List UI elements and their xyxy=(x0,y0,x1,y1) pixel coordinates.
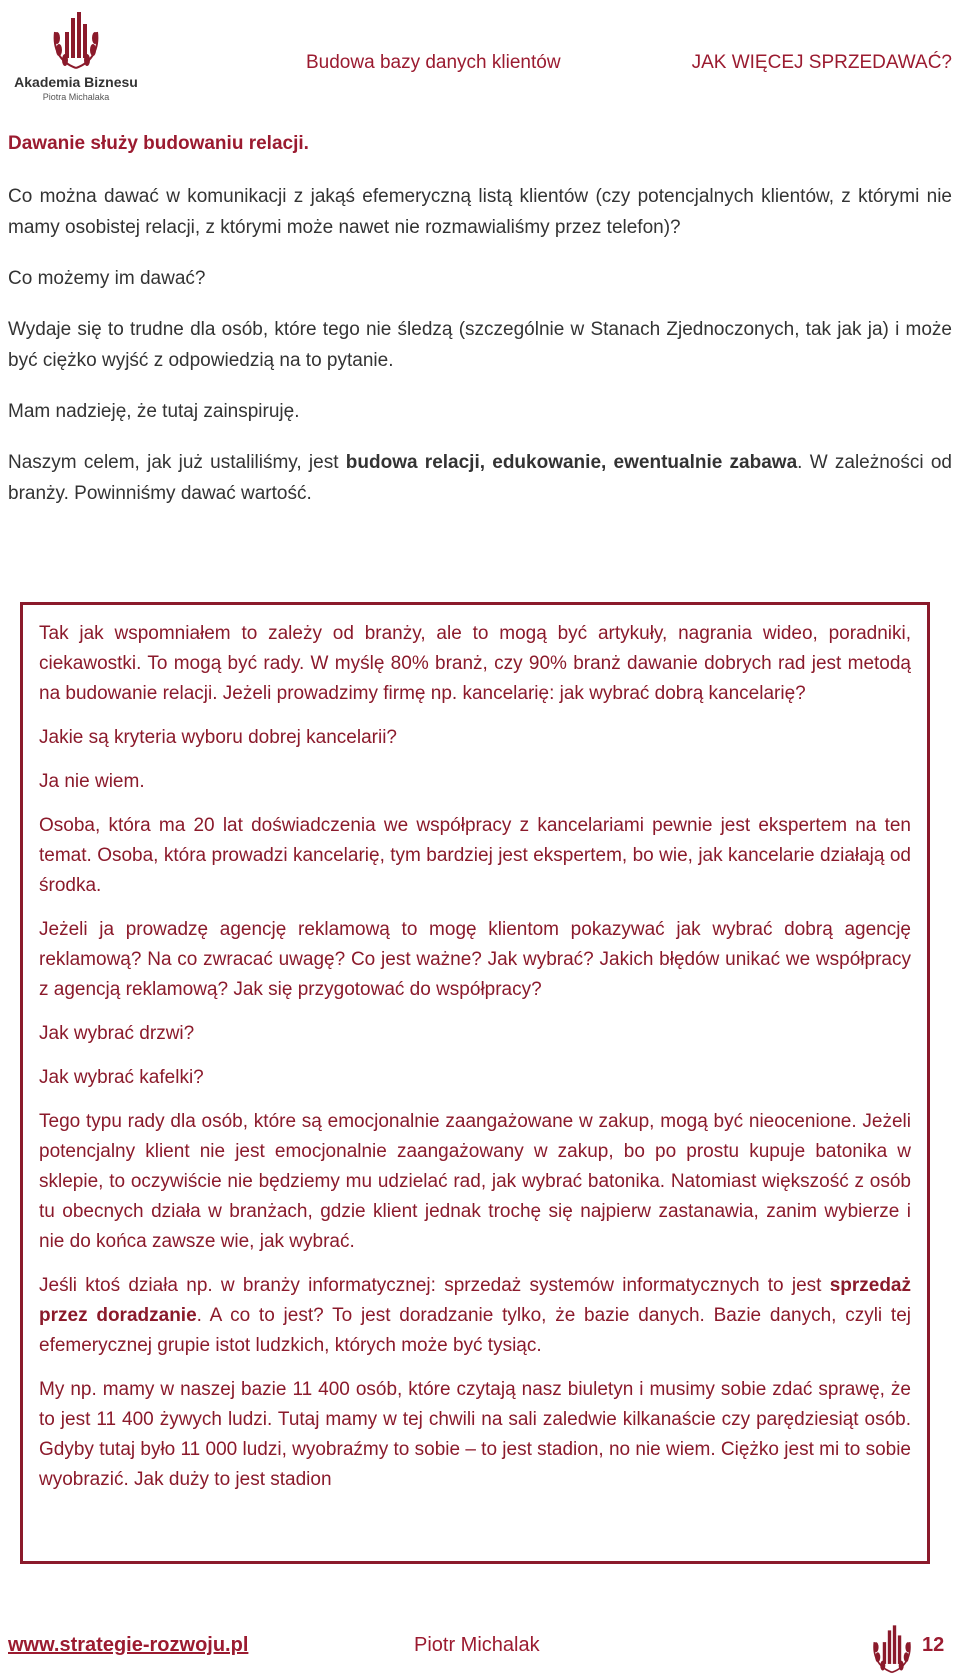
section-heading: Dawanie służy budowaniu relacji. xyxy=(8,133,309,154)
box-emphasis: sprzedaż przez doradzanie xyxy=(39,1275,911,1326)
page-number: 12 xyxy=(922,1634,945,1656)
main-content xyxy=(8,128,952,529)
logo-subtitle: Piotra Michalaka xyxy=(42,92,110,102)
box-paragraph: Tego typu rady dla osób, które są emocjonalnie zaangażowane w zakup, mogą być nieocenione. Jeżeli potencjalny klient nie jest emocjonalnie zaangażowany w zakup, bo po prostu kupuje batonika w sklepie, to oczywiście nie będziemy mu udzielać rad, jak wybrać batonika. Natomiast większość z osób tu obecnych działa w branżach, gdzie klient jednak trochę się najpierw zastanawia, zanim wybierze i nie do końca zawsze wie, jak wybrać. xyxy=(39,1111,911,1252)
page-footer xyxy=(0,1620,960,1679)
box-paragraph: Jak wybrać kafelki? xyxy=(39,1067,204,1088)
box-paragraph: Jeżeli ja prowadzę agencję reklamową to mogę klientom pokazywać jak wybrać dobrą agencję reklamową? Na co zwracać uwagę? Co jest ważne? Jak wybrać? Jakich błędów unikać we współpracy z agencją reklamową? Jak się przygotować do współpracy? xyxy=(39,919,911,1000)
box-paragraph: Jakie są kryteria wyboru dobrej kancelarii? xyxy=(39,727,397,748)
akademia-biznesu-logo xyxy=(6,8,146,100)
paragraph: Co możemy im dawać? xyxy=(8,268,206,289)
goal-text: Naszym celem, jak już ustaliliśmy, jest xyxy=(8,452,346,473)
box-paragraph xyxy=(39,1271,911,1361)
box-paragraph: Osoba, która ma 20 lat doświadczenia we współpracy z kancelariami pewnie jest ekspertem na ten temat. Osoba, która prowadzi kancelarię, tym bardziej jest ekspertem, bo wie, jak kancelarie działają od środka. xyxy=(39,815,911,896)
box-paragraph: Jak wybrać drzwi? xyxy=(39,1023,195,1044)
laurel-emblem-icon xyxy=(868,1622,916,1674)
goal-text: . W zależności od branży. Powinniśmy dawać wartość. xyxy=(8,452,952,504)
paragraph: Mam nadzieję, że tutaj zainspiruję. xyxy=(8,401,300,422)
laurel-emblem-icon xyxy=(51,8,101,70)
box-paragraph: Ja nie wiem. xyxy=(39,771,145,792)
paragraph: Wydaje się to trudne dla osób, które tego nie śledzą (szczególnie w Stanach Zjednoczonych, tak jak ja) i może być ciężko wyjść z odpowiedzią na to pytanie. xyxy=(8,319,952,371)
box-paragraph: My np. mamy w naszej bazie 11 400 osób, które czytają nasz biuletyn i musimy sobie zdać sprawę, że to jest 11 400 żywych ludzi. Tutaj mamy w tej chwili na sali zaledwie kilkanaście czy parędziesiąt osób. Gdyby tutaj było 11 000 ludzi, wyobraźmy to sobie – to jest stadion, no nie wiem. Ciężko jest mi to sobie wyobrazić. Jak duży to jest stadion xyxy=(39,1379,911,1490)
box-text: Jeśli ktoś działa np. w branży informatycznej: sprzedaż systemów informatycznych to jest xyxy=(39,1275,830,1296)
goal-emphasis: budowa relacji, edukowanie, ewentualnie zabawa xyxy=(345,452,798,473)
page-header xyxy=(0,0,960,110)
website-link[interactable]: www.strategie-rozwoju.pl xyxy=(8,1634,249,1656)
goal-paragraph xyxy=(8,447,952,509)
box-paragraph: Tak jak wspomniałem to zależy od branży, ale to mogą być artykuły, nagrania wideo, poradniki, ciekawostki. To mogą być rady. W myślę 80% branż, czy 90% branż dawanie dobrych rad jest metodą na budowanie relacji. Jeżeli prowadzimy firmę np. kancelarię: jak wybrać dobrą kancelarię? xyxy=(39,623,911,704)
footer-author: Piotr Michalak xyxy=(414,1634,540,1656)
paragraph: Co można dawać w komunikacji z jakąś efemeryczną listą klientów (czy potencjalnych klientów, z którymi nie mamy osobistej relacji, z którymi może nawet nie rozmawialiśmy przez telefon)? xyxy=(8,186,952,238)
box-text: . A co to jest? To jest doradzanie tylko, że bazie danych. Bazie danych, czyli tej efemerycznej grupie istot ludzkich, których może być tysiąc. xyxy=(39,1305,911,1356)
logo-name: Akademia Biznesu xyxy=(14,74,138,90)
document-title: Budowa bazy danych klientów xyxy=(306,52,561,73)
highlight-box xyxy=(20,602,930,1564)
section-title: JAK WIĘCEJ SPRZEDAWAĆ? xyxy=(691,52,952,73)
